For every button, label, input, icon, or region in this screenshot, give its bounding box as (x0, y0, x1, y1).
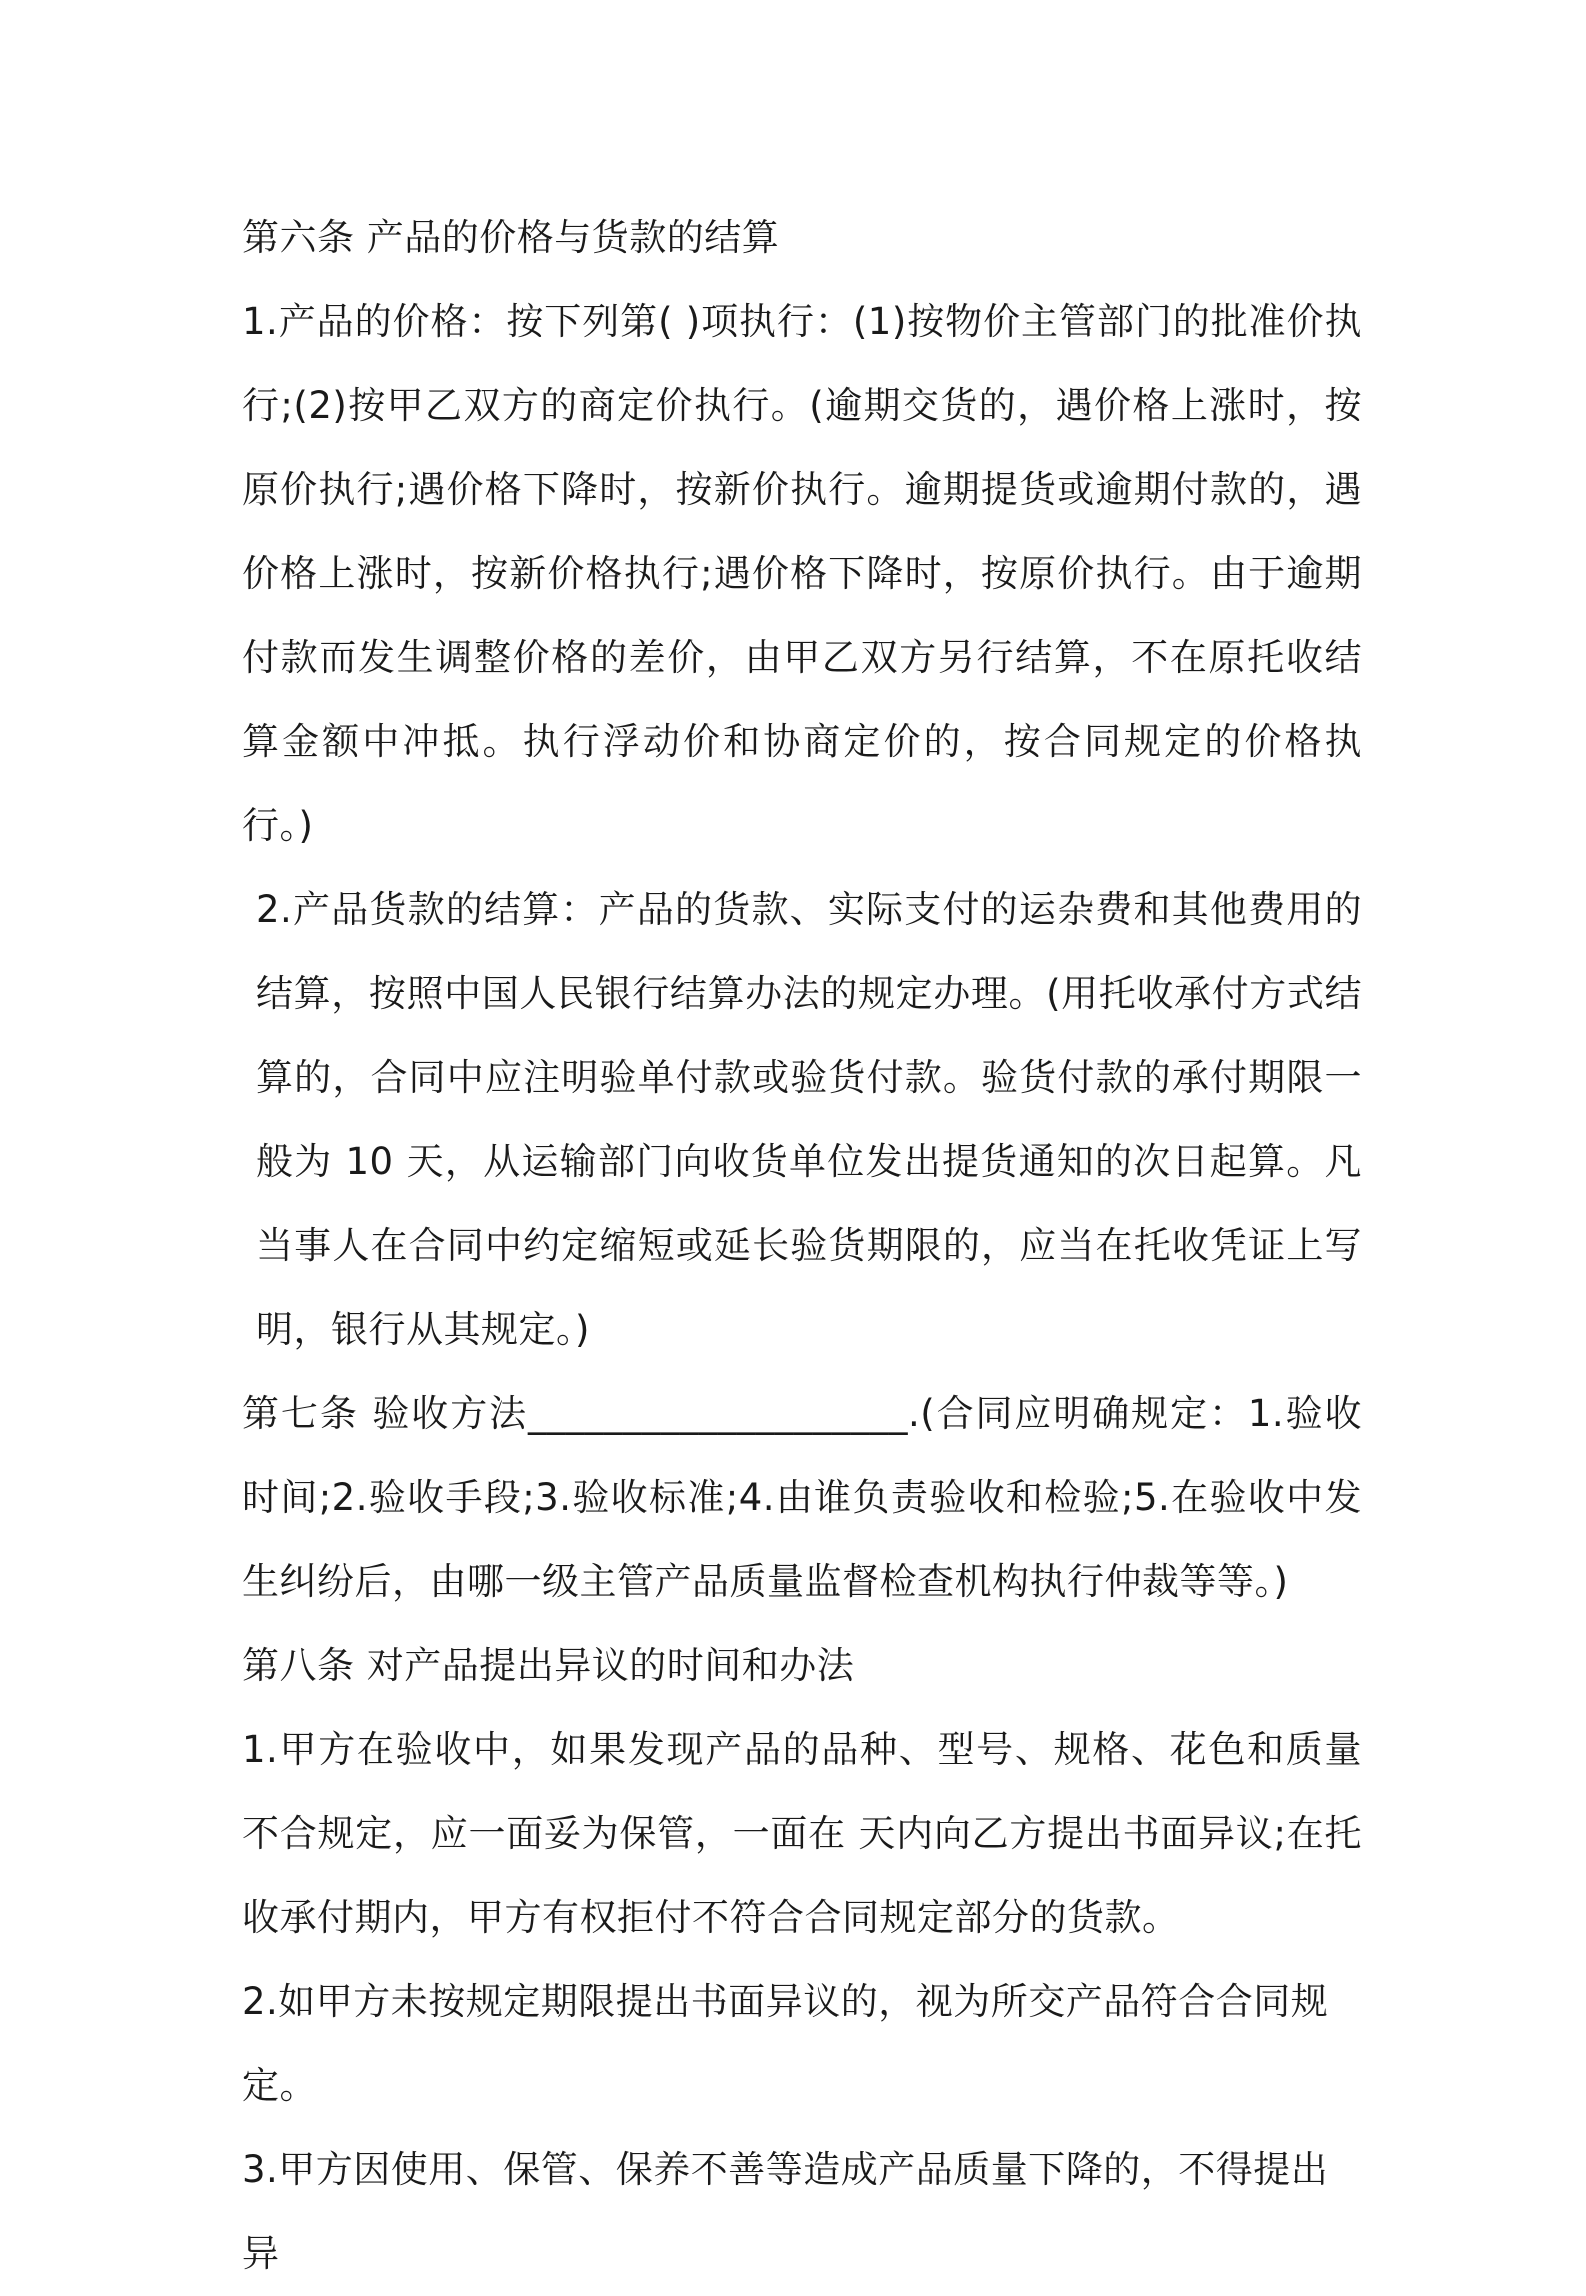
article-8-clause-3: 3.甲方因使用、保管、保养不善等造成产品质量下降的，不得提出异 (242, 2148, 1329, 2275)
article-8-clause-1: 1.甲方在验收中，如果发现产品的品种、型号、规格、花色和质量不合规定，应一面妥为保管，一面在 天内向乙方提出书面异议;在托收承付期内，甲方有权拒付不符合合同规定部分的货款。 (242, 1728, 1362, 1939)
article-6-clause-1: 1.产品的价格：按下列第( )项执行：(1)按物价主管部门的批准价执行;(2)按甲乙双方的商定价执行。(逾期交货的，遇价格上涨时，按原价执行;遇价格下降时，按新价执行。逾期提货或逾期付款的，遇价格上涨时，按新价格执行;遇价格下降时，按原价执行。由于逾期付款而发生调整价格的差价，由甲乙双方另行结算，不在原托收结算金额中冲抵。执行浮动价和协商定价的，按合同规定的价格执行。) (242, 300, 1362, 847)
article-8-clause-2: 2.如甲方未按规定期限提出书面异议的，视为所交产品符合合同规定。 (242, 1980, 1329, 2107)
article-8-title: 第八条 对产品提出异议的时间和办法 (242, 1644, 855, 1687)
document-page (242, 196, 1362, 2296)
article-6-clause-2: 2.产品货款的结算：产品的货款、实际支付的运杂费和其他费用的结算，按照中国人民银行结算办法的规定办理。(用托收承付方式结算的，合同中应注明验单付款或验货付款。验货付款的承付期限一般为 10 天，从运输部门向收货单位发出提货通知的次日起算。凡当事人在合同中约定缩短或延长验货期限的，应当在托收凭证上写明，银行从其规定。) (256, 888, 1362, 1351)
article-6-title: 第六条 产品的价格与货款的结算 (242, 216, 780, 259)
article-7: 第七条 验收方法____________________.(合同应明确规定：1.验收时间;2.验收手段;3.验收标准;4.由谁负责验收和检验;5.在验收中发生纠纷后，由哪一级主管产品质量监督检查机构执行仲裁等等。) (242, 1392, 1362, 1603)
